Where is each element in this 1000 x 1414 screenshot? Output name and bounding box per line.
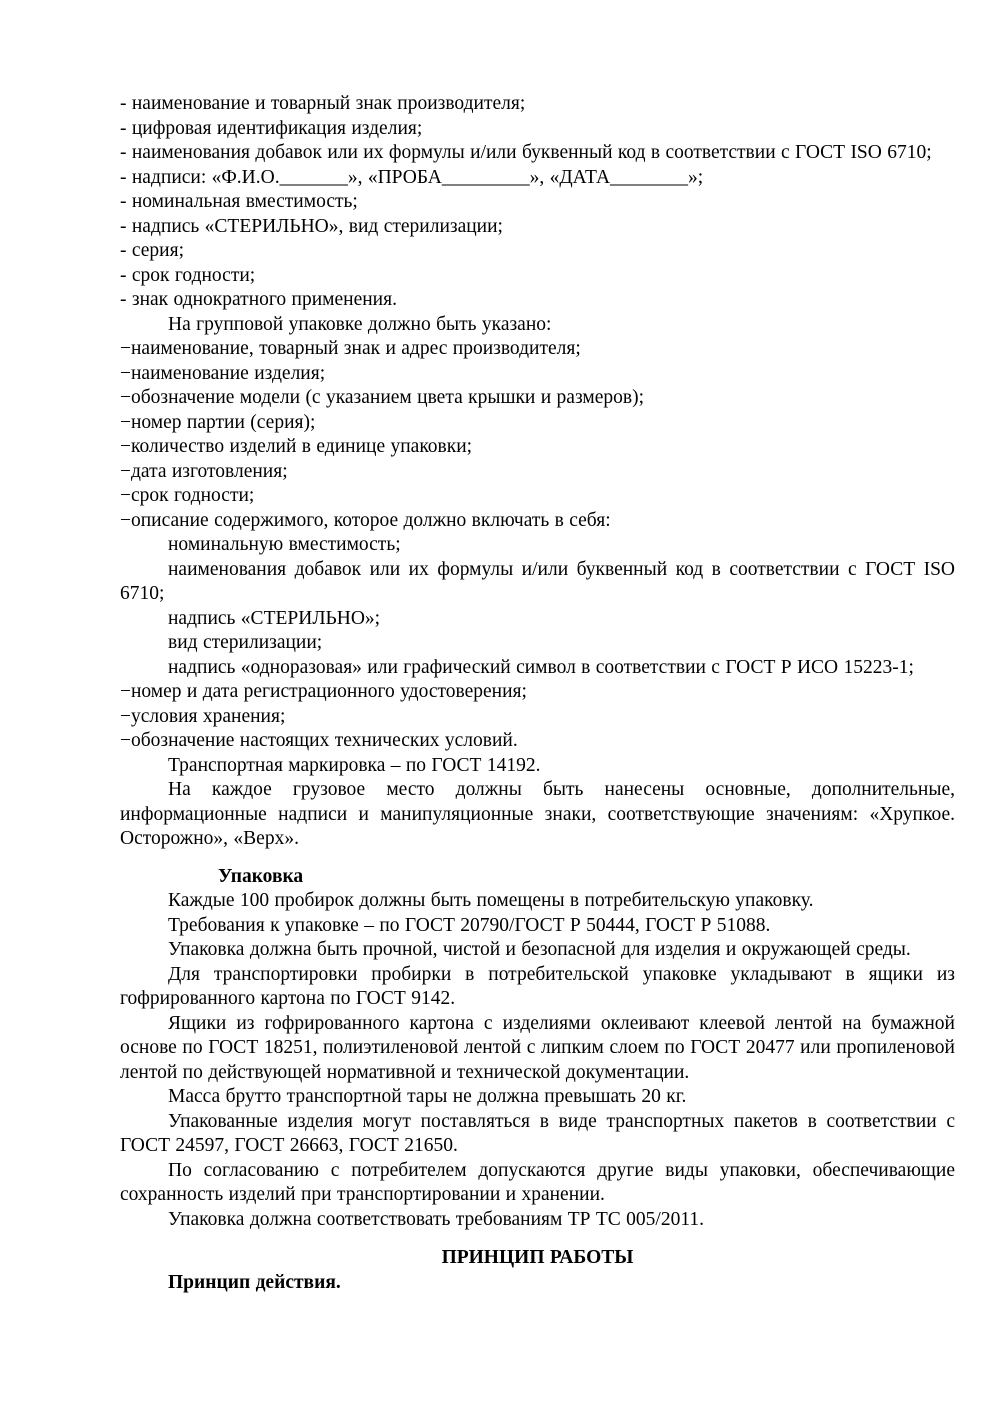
- paragraph: −наименование, товарный знак и адрес производителя;: [120, 338, 581, 359]
- paragraph: Упаковка должна соответствовать требованиям ТР ТС 005/2011.: [168, 1208, 704, 1230]
- section-heading-packaging: Упаковка: [218, 865, 304, 887]
- paragraph: - наименования добавок или их формулы и/или буквенный код в соответствии с ГОСТ ISO 6710;: [120, 142, 932, 163]
- paragraph: −дата изготовления;: [120, 460, 288, 482]
- paragraph: Масса брутто транспортной тары не должна превышать 20 кг.: [168, 1086, 687, 1107]
- subsection-heading-principle: Принцип действия.: [168, 1271, 341, 1293]
- paragraph: - надпись «СТЕРИЛЬНО», вид стерилизации;: [120, 215, 503, 237]
- paragraph: −срок годности;: [120, 485, 255, 506]
- paragraph: - наименование и товарный знак производителя;: [120, 93, 526, 114]
- paragraph: надпись «СТЕРИЛЬНО»;: [168, 607, 381, 629]
- paragraph: Каждые 100 пробирок должны быть помещены в потребительскую упаковку.: [168, 890, 814, 911]
- paragraph: −номер и дата регистрационного удостоверения;: [120, 681, 527, 702]
- paragraph: −наименование изделия;: [120, 362, 326, 384]
- paragraph: −номер партии (серия);: [120, 411, 316, 433]
- paragraph: На каждое грузовое место должны быть нанесены основные, дополнительные, информационные надписи и манипуляционные знаки, соответствующие значениям: «Хрупкое. Осторожно», «Верх».: [120, 779, 955, 849]
- paragraph: Ящики из гофрированного картона с изделиями оклеивают клеевой лентой на бумажной основе по ГОСТ 18251, полиэтиленовой лентой с липким слоем по ГОСТ 20477 или пропиленовой лентой по действующей нормативной и технической документации.: [120, 1012, 955, 1083]
- paragraph: - знак однократного применения.: [120, 289, 397, 310]
- paragraph: - номинальная вместимость;: [120, 191, 358, 212]
- paragraph: Транспортная маркировка – по ГОСТ 14192.: [168, 754, 541, 776]
- paragraph: −условия хранения;: [120, 705, 286, 727]
- paragraph: −обозначение модели (с указанием цвета крышки и размеров);: [120, 387, 645, 408]
- paragraph: На групповой упаковке должно быть указано:: [168, 313, 552, 335]
- paragraph: надпись «одноразовая» или графический символ в соответствии с ГОСТ Р ИСО 15223-1;: [168, 656, 914, 678]
- section-heading-principle: ПРИНЦИП РАБОТЫ: [441, 1247, 634, 1268]
- paragraph: Для транспортировки пробирки в потребительской упаковке укладывают в ящики из гофрированного картона по ГОСТ 9142.: [120, 963, 955, 1009]
- document-body: [120, 92, 955, 1295]
- paragraph: Упакованные изделия могут поставляться в виде транспортных пакетов в соответствии с ГОСТ 24597, ГОСТ 26663, ГОСТ 21650.: [120, 1110, 955, 1156]
- paragraph: Упаковка должна быть прочной, чистой и безопасной для изделия и окружающей среды.: [168, 939, 911, 960]
- paragraph: −обозначение настоящих технических условий.: [120, 730, 518, 751]
- paragraph: - цифровая идентификация изделия;: [120, 117, 423, 139]
- paragraph: −количество изделий в единице упаковки;: [120, 436, 473, 457]
- paragraph: - серия;: [120, 240, 184, 261]
- paragraph: По согласованию с потребителем допускаются другие виды упаковки, обеспечивающие сохранность изделий при транспортировании и хранении.: [120, 1159, 955, 1205]
- paragraph: - срок годности;: [120, 264, 256, 286]
- paragraph: номинальную вместимость;: [168, 534, 401, 555]
- paragraph: Требования к упаковке – по ГОСТ 20790/ГОСТ Р 50444, ГОСТ Р 51088.: [168, 914, 771, 936]
- paragraph: −описание содержимого, которое должно включать в себя:: [120, 509, 611, 531]
- paragraph: вид стерилизации;: [168, 632, 323, 653]
- paragraph: наименования добавок или их формулы и/или буквенный код в соответствии с ГОСТ ISO 6710;: [120, 558, 955, 604]
- paragraph: - надписи: «Ф.И.О._______», «ПРОБА_________», «ДАТА________»;: [120, 166, 704, 188]
